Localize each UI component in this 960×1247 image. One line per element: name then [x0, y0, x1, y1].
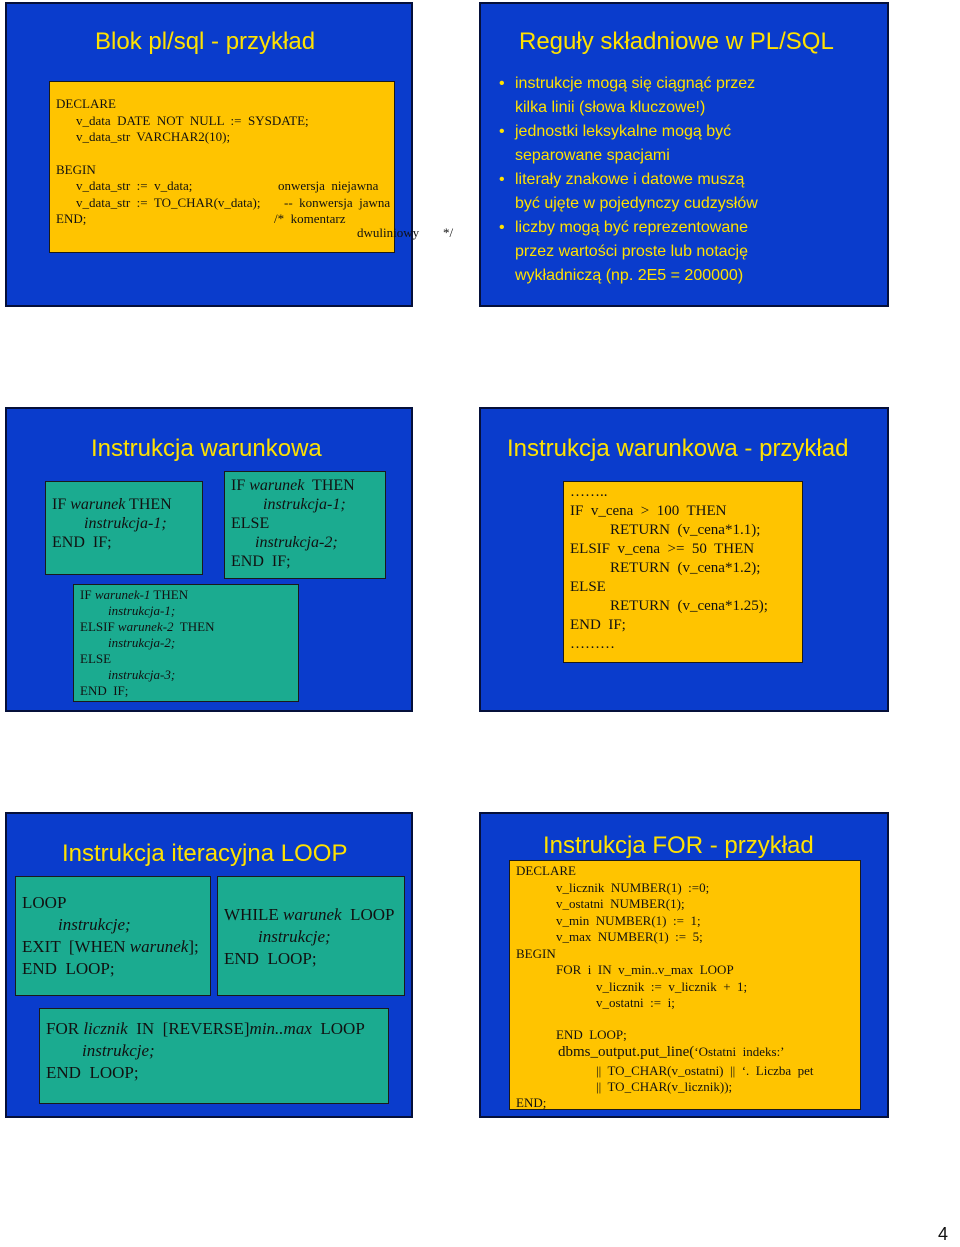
slide-title: Instrukcja FOR - przykład [543, 832, 814, 859]
code-line: EXIT [WHEN warunek]; [22, 937, 199, 956]
bullet-text: przez wartości proste lub notację [515, 243, 748, 260]
code-line: IF warunek THEN [231, 477, 355, 494]
bullet-item [499, 216, 867, 288]
bullet-item [499, 120, 867, 168]
code-line: IF warunek THEN [52, 496, 172, 513]
code-comment: -- konwersja jawna [284, 195, 391, 210]
slide-warunkowa-przyklad [479, 407, 889, 712]
code-line: RETURN (v_cena*1.25); [610, 598, 768, 614]
code-line: instrukcja-1; [263, 496, 346, 513]
code-line: END IF; [80, 683, 129, 698]
for-loop-box [39, 1008, 389, 1104]
bullet-text: wykładniczą (np. 2E5 = 200000) [515, 267, 744, 284]
if-then-box [45, 481, 203, 575]
code-box [49, 81, 395, 253]
code-line: ELSE [231, 515, 270, 532]
code-line: RETURN (v_cena*1.1); [610, 522, 761, 538]
code-line: ELSE [80, 651, 112, 666]
slide-title: Instrukcja warunkowa - przykład [507, 435, 849, 462]
while-loop-box [217, 876, 405, 996]
code-line: ELSIF v_cena >= 50 THEN [570, 541, 755, 557]
code-line: END; [516, 1095, 547, 1110]
code-line: DECLARE [56, 96, 116, 111]
bullet-item [499, 168, 867, 216]
code-line: FOR licznik IN [REVERSE]min..max LOOP [46, 1019, 365, 1038]
bullet-dot-icon: • [499, 171, 505, 188]
slide-title: Instrukcja warunkowa [91, 435, 322, 462]
code-line: v_data_str := v_data; [76, 178, 193, 193]
bullet-text: separowane spacjami [515, 147, 670, 164]
code-line: || TO_CHAR(v_ostatni) || ‘. Liczba pet [596, 1063, 814, 1078]
slide-for-przyklad [479, 812, 889, 1118]
code-line: …….. [570, 484, 608, 500]
code-comment-overflow: dwuliniowy [357, 225, 420, 240]
code-line: LOOP [22, 893, 67, 912]
code-line: END LOOP; [46, 1063, 139, 1082]
loop-box [15, 876, 211, 996]
bullet-dot-icon: • [499, 123, 505, 140]
bullet-text: jednostki leksykalne mogą być [515, 123, 732, 140]
code-line: v_data DATE NOT NULL := SYSDATE; [76, 113, 309, 128]
bullet-dot-icon: • [499, 75, 505, 92]
page-number: 4 [938, 1224, 949, 1244]
code-line: v_licznik NUMBER(1) :=0; [556, 880, 710, 895]
code-comment: onwersja niejawna [278, 178, 379, 193]
code-line: v_data_str := TO_CHAR(v_data); [76, 195, 261, 210]
bullet-text: liczby mogą być reprezentowane [515, 219, 749, 236]
code-line: END LOOP; [556, 1027, 627, 1042]
code-line: instrukcja-1; [108, 603, 176, 618]
code-line: END LOOP; [22, 959, 115, 978]
code-box [563, 481, 803, 663]
code-line: FOR i IN v_min..v_max LOOP [556, 962, 734, 977]
slide-title: Reguły składniowe w PL/SQL [519, 28, 834, 55]
code-line: RETURN (v_cena*1.2); [610, 560, 761, 576]
code-line: END IF; [570, 617, 626, 633]
code-line: BEGIN [516, 946, 556, 961]
code-line: ELSE [570, 579, 606, 595]
code-comment-end: */ [443, 225, 454, 240]
bullet-dot-icon: • [499, 219, 505, 236]
slide-title: Instrukcja iteracyjna LOOP [62, 840, 348, 867]
code-line: v_licznik := v_licznik + 1; [596, 979, 748, 994]
code-line: instrukcja-2; [108, 635, 176, 650]
bullet-text: literały znakowe i datowe muszą [515, 171, 745, 188]
slide-instrukcja-loop [5, 812, 413, 1118]
if-then-else-box [224, 471, 386, 579]
code-line: v_max NUMBER(1) := 5; [556, 929, 703, 944]
slide-reguly-skladniowe [479, 2, 889, 307]
bullet-text: instrukcje mogą się ciągnąć przez [515, 75, 756, 92]
code-line: instrukcje; [82, 1041, 155, 1060]
code-line: DECLARE [516, 863, 576, 878]
code-line: END; [56, 211, 87, 226]
bullet-text: być ujęte w pojedynczy cudzysłów [515, 195, 758, 212]
bullet-list [499, 72, 867, 288]
code-line: || TO_CHAR(v_licznik)); [596, 1079, 733, 1094]
code-line: instrukcje; [258, 927, 331, 946]
code-line: BEGIN [56, 162, 96, 177]
code-line: ……… [570, 636, 615, 652]
code-line: ELSIF warunek-2 THEN [80, 619, 215, 634]
code-line: instrukcja-2; [255, 534, 338, 551]
code-line: v_ostatni NUMBER(1); [556, 896, 685, 911]
bullet-item [499, 72, 867, 120]
bullet-text: kilka linii (słowa kluczowe!) [515, 99, 706, 116]
code-box [509, 860, 861, 1110]
code-line: v_min NUMBER(1) := 1; [556, 913, 701, 928]
slide-instrukcja-warunkowa [5, 407, 413, 712]
code-line: v_ostatni := i; [596, 995, 675, 1010]
slide-blok-plsql [5, 2, 454, 307]
code-comment: /* komentarz [274, 211, 346, 226]
code-line: END LOOP; [224, 949, 317, 968]
code-line: dbms_output.put_line(‘Ostatni indeks:’ [558, 1044, 785, 1060]
code-line: END IF; [231, 553, 291, 570]
code-line: instrukcja-3; [108, 667, 176, 682]
code-line: instrukcje; [58, 915, 131, 934]
slide-title: Blok pl/sql - przykład [95, 28, 316, 55]
code-line: IF warunek-1 THEN [80, 587, 189, 602]
code-line: IF v_cena > 100 THEN [570, 503, 727, 519]
code-line: END IF; [52, 534, 112, 551]
code-line: WHILE warunek LOOP [224, 905, 395, 924]
if-elsif-box [73, 584, 299, 702]
code-line: instrukcja-1; [84, 515, 167, 532]
code-line: v_data_str VARCHAR2(10); [76, 129, 231, 144]
